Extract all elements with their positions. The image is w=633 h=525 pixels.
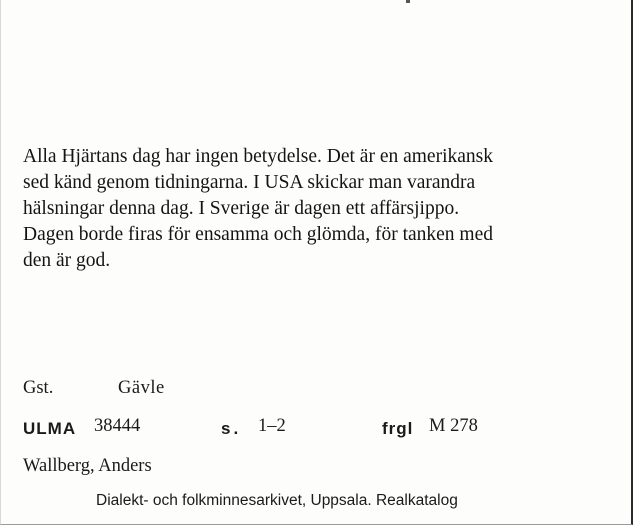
ulma-label: ULMA bbox=[23, 419, 77, 438]
archive-footer: Dialekt- och folkminnesarkivet, Uppsala. Realkatalog bbox=[96, 492, 458, 509]
body-line-2: sed känd genom tidningarna. I USA skickar man varandra bbox=[23, 172, 476, 193]
body-line-5: den är god. bbox=[23, 250, 111, 271]
body-line-1: Alla Hjärtans dag har ingen betydelse. Det är en amerikansk bbox=[23, 146, 493, 167]
s-value: 1–2 bbox=[258, 416, 286, 436]
frgl-value: M 278 bbox=[429, 416, 478, 436]
gst-value: Gävle bbox=[118, 378, 165, 398]
s-label: s. bbox=[221, 419, 242, 438]
body-line-4: Dagen borde firas för ensamma och glömda, för tanken med bbox=[23, 224, 493, 245]
gst-label: Gst. bbox=[23, 378, 54, 398]
card-notch bbox=[406, 0, 410, 3]
card-body-text bbox=[23, 144, 613, 274]
ulma-value: 38444 bbox=[94, 416, 141, 436]
author-name: Wallberg, Anders bbox=[23, 456, 152, 476]
body-line-3: hälsningar denna dag. I Sverige är dagen ett affärsjippo. bbox=[23, 198, 460, 219]
frgl-label: frgl bbox=[382, 419, 414, 438]
